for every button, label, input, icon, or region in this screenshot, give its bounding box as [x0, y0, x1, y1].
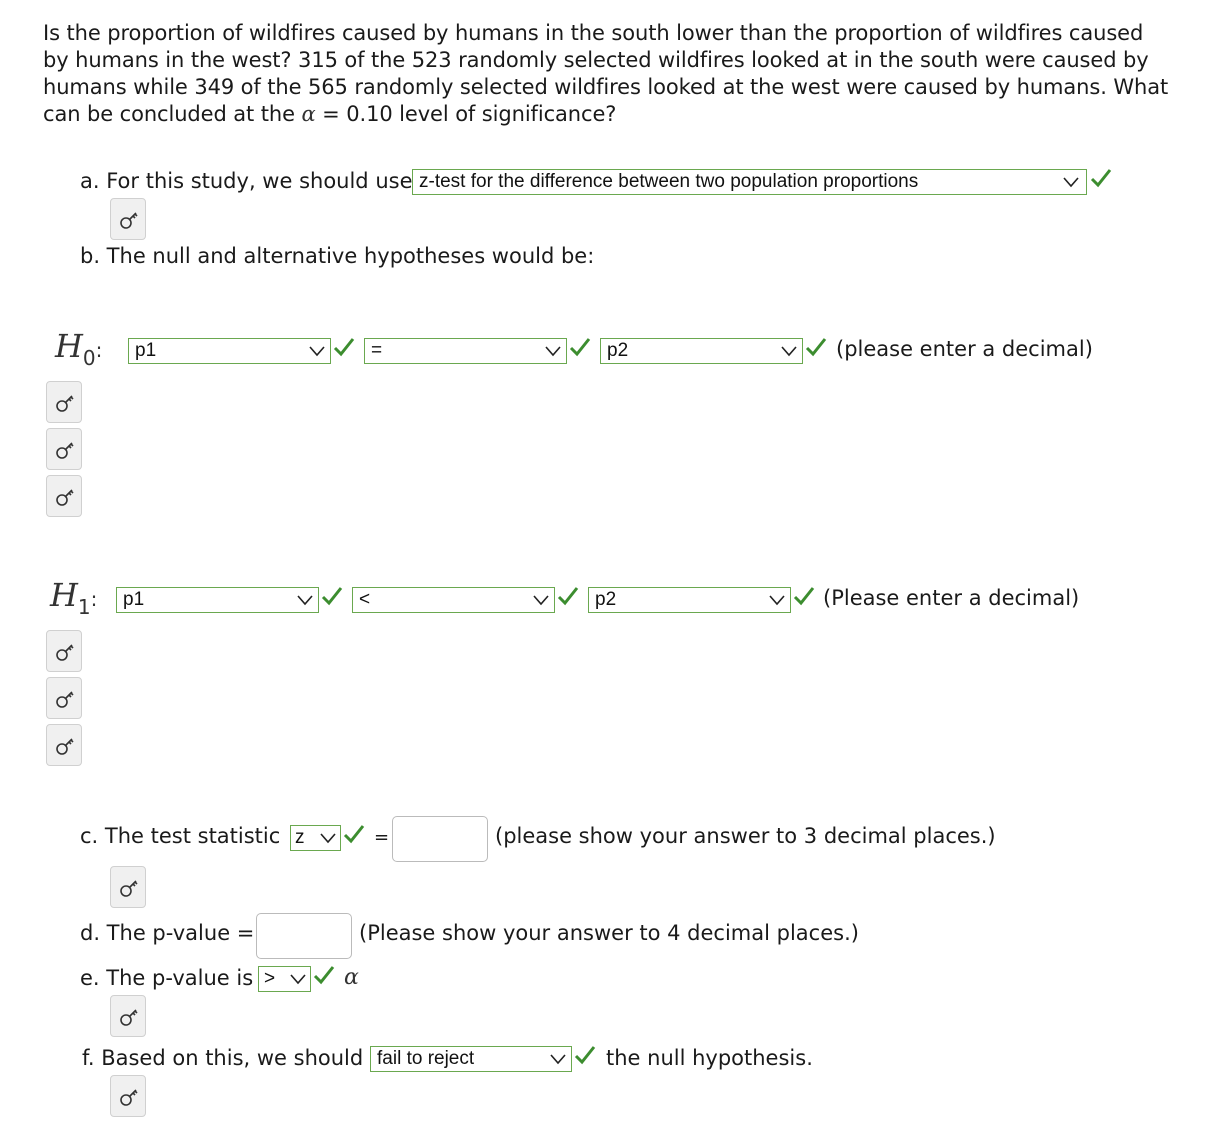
- h1-operator-select[interactable]: <: [352, 587, 555, 613]
- key-icon: [55, 487, 75, 507]
- part-f-label: f. Based on this, we should: [82, 1046, 364, 1070]
- key-button-h1-2[interactable]: [46, 677, 82, 719]
- check-icon: [792, 585, 816, 607]
- part-b-label: b. The null and alternative hypotheses would be:: [80, 244, 595, 268]
- chevron-down-icon: [319, 831, 337, 845]
- h0-left-select[interactable]: p1: [128, 338, 331, 364]
- check-icon: [342, 823, 366, 845]
- test-statistic-input[interactable]: [392, 816, 488, 862]
- equals-sign: =: [374, 827, 390, 848]
- part-d-hint: (Please show your answer to 4 decimal places.): [359, 921, 859, 945]
- h1-right-select[interactable]: p2: [588, 587, 791, 613]
- check-icon: [312, 964, 336, 986]
- h0-right-select[interactable]: p2: [600, 338, 803, 364]
- part-f-suffix: the null hypothesis.: [606, 1046, 813, 1070]
- h1-symbol: $H_1$:: [50, 576, 98, 619]
- check-icon: [332, 336, 356, 358]
- p-value-input[interactable]: [256, 913, 352, 959]
- check-icon: [804, 336, 828, 358]
- decision-select[interactable]: fail to reject: [370, 1046, 572, 1072]
- key-icon: [55, 689, 75, 709]
- chevron-down-icon: [308, 344, 326, 358]
- check-icon: [556, 585, 580, 607]
- test-type-select[interactable]: z-test for the difference between two population proportions: [412, 169, 1087, 195]
- key-button-a[interactable]: [110, 198, 146, 240]
- chevron-down-icon: [532, 593, 550, 607]
- key-button-h0-2[interactable]: [46, 428, 82, 470]
- alpha-symbol: α: [344, 965, 359, 990]
- question-text: Is the proportion of wildfires caused by humans in the south lower than the proportion of wildfires caused by humans in the west? 315 of the 523 randomly selected wildfires looked at in the south were caused by humans while 349 of the 565 randomly selected wildfires looked at the west were caused by humans. What can be concluded at the α = 0.10 level of significance?: [43, 21, 1169, 126]
- key-button-h0-3[interactable]: [46, 475, 82, 517]
- part-c-hint: (please show your answer to 3 decimal places.): [495, 824, 996, 848]
- key-button-h1-1[interactable]: [46, 630, 82, 672]
- alpha-symbol: α: [301, 102, 316, 126]
- chevron-down-icon: [780, 344, 798, 358]
- h1-left-select[interactable]: p1: [116, 587, 319, 613]
- chevron-down-icon: [549, 1052, 567, 1066]
- key-icon: [119, 878, 139, 898]
- test-statistic-select[interactable]: z: [290, 825, 341, 851]
- key-icon: [55, 736, 75, 756]
- key-button-h0-1[interactable]: [46, 381, 82, 423]
- chevron-down-icon: [544, 344, 562, 358]
- part-d-label: d. The p-value =: [80, 921, 255, 945]
- check-icon: [1089, 167, 1113, 189]
- check-icon: [568, 336, 592, 358]
- key-icon: [119, 1007, 139, 1027]
- h1-hint: (Please enter a decimal): [823, 586, 1080, 610]
- chevron-down-icon: [296, 593, 314, 607]
- h0-hint: (please enter a decimal): [836, 337, 1093, 361]
- chevron-down-icon: [768, 593, 786, 607]
- chevron-down-icon: [289, 972, 307, 986]
- key-icon: [55, 440, 75, 460]
- key-icon: [119, 210, 139, 230]
- check-icon: [573, 1044, 597, 1066]
- key-icon: [55, 393, 75, 413]
- check-icon: [320, 585, 344, 607]
- h0-operator-select[interactable]: =: [364, 338, 567, 364]
- key-button-h1-3[interactable]: [46, 724, 82, 766]
- h0-symbol: $H_0$:: [55, 327, 103, 370]
- key-button-e[interactable]: [110, 995, 146, 1037]
- key-icon: [119, 1087, 139, 1107]
- key-button-f[interactable]: [110, 1075, 146, 1117]
- chevron-down-icon: [1062, 175, 1080, 189]
- p-value-compare-select[interactable]: >: [258, 966, 311, 992]
- part-c-label: c. The test statistic: [80, 824, 281, 848]
- key-button-c[interactable]: [110, 866, 146, 908]
- key-icon: [55, 642, 75, 662]
- part-a-label: a. For this study, we should use: [80, 169, 413, 193]
- part-e-label: e. The p-value is: [80, 966, 254, 990]
